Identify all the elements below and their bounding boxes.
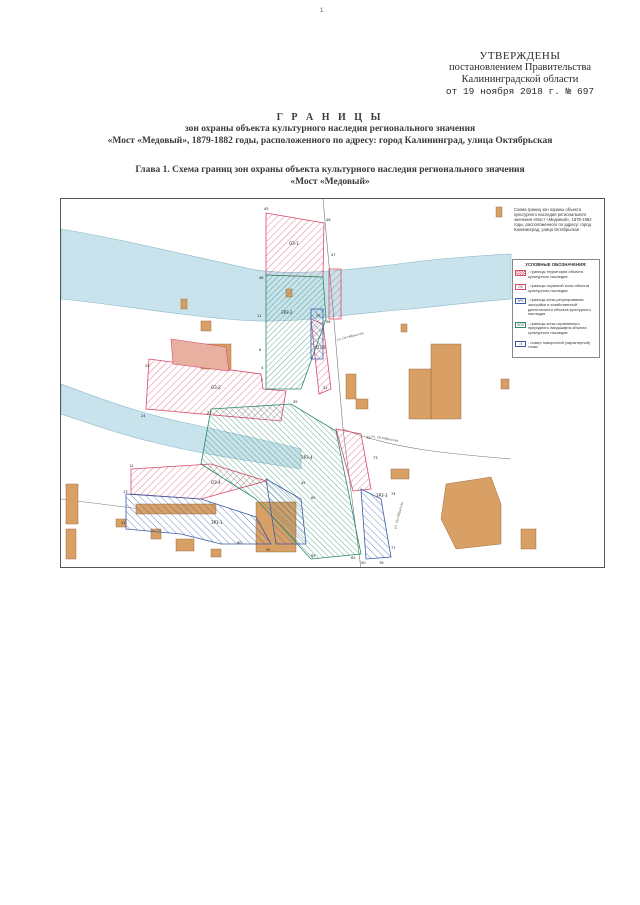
svg-text:77: 77 — [391, 546, 396, 550]
title-line-2: «Мост «Медовый», 1879-1882 годы, расположенного по адресу: город Калининград, улица Октябрьская — [107, 136, 553, 146]
svg-text:4: 4 — [261, 366, 264, 370]
label-zrz-1: ЗРЗ-1 — [211, 520, 223, 525]
label-oz-3: ОЗ-3 — [316, 345, 326, 350]
title-line-1: зон охраны объекта культурного наследия регионального значения — [184, 124, 476, 134]
chapter-heading — [60, 164, 600, 188]
legend-swatch-zol: ЗОЛ — [515, 322, 526, 328]
svg-text:62: 62 — [351, 556, 356, 560]
svg-text:59: 59 — [266, 548, 271, 552]
legend-swatch-zrz: ЗРЗ — [515, 298, 526, 304]
approval-line-2: Калининградской области — [461, 74, 579, 85]
svg-text:65: 65 — [311, 496, 316, 500]
svg-text:35: 35 — [293, 400, 298, 404]
legend-item — [515, 270, 597, 279]
legend-text: - границы зоны охраняемого природного ландшафта объекта культурного наследия — [528, 320, 587, 335]
svg-text:12: 12 — [129, 464, 134, 468]
label-zrz-3: ЗРЗ-3 — [376, 493, 388, 498]
svg-text:31: 31 — [323, 386, 328, 390]
svg-text:25: 25 — [145, 364, 150, 368]
chapter-line-1: Глава 1. Схема границ зон охраны объекта культурного наследия регионального значения — [135, 165, 525, 175]
legend-text: - границы охранной зоны объекта культурного наследия — [528, 283, 590, 293]
svg-text:46: 46 — [326, 218, 331, 222]
svg-text:11: 11 — [121, 521, 126, 525]
legend-swatch-point: - 5 — [515, 341, 526, 347]
svg-text:8: 8 — [259, 348, 262, 352]
zone-zrz-3 — [361, 489, 391, 559]
svg-text:35: 35 — [301, 481, 306, 485]
svg-text:21: 21 — [207, 411, 212, 415]
svg-text:76: 76 — [379, 561, 384, 565]
svg-text:48: 48 — [259, 276, 264, 280]
svg-text:24: 24 — [141, 414, 146, 418]
legend-item — [515, 284, 597, 293]
label-oz-4: ОЗ-4 — [211, 480, 221, 485]
approval-date: от 19 ноября 2018 г. № 697 — [445, 86, 595, 97]
zone-zrz-1 — [126, 494, 271, 544]
legend-text: - границы территории объекта культурного наследия — [528, 269, 583, 279]
legend-item — [515, 341, 597, 350]
label-oz-1: ОЗ-1 — [289, 241, 299, 246]
svg-text:47: 47 — [331, 253, 336, 257]
road-east — [343, 429, 511, 459]
svg-text:72: 72 — [366, 436, 371, 440]
document-title — [60, 112, 600, 147]
svg-text:60: 60 — [237, 541, 242, 545]
label-oz-2: ОЗ-2 — [211, 385, 221, 390]
label-zrz-4: ЗРЗ-4 — [301, 455, 313, 460]
street-label-1: ул. Октябрьская — [336, 330, 364, 342]
svg-text:65: 65 — [311, 554, 316, 558]
svg-text:13: 13 — [123, 490, 128, 494]
legend-swatch-territory — [515, 270, 526, 276]
legend-box — [512, 259, 600, 358]
legend-item — [515, 298, 597, 316]
legend-text: - границы зоны регулирования застройки и хозяйственной деятельности объекта культурного наследия — [528, 297, 591, 317]
legend-item — [515, 322, 597, 336]
map-caption: Схема границ зон охраны объекта культурного наследия регионального значения «Мост «Медовый», 1879-1882 годы, расположенного по адресу: город Калининград, улица Октябрьская — [514, 207, 592, 232]
approval-block — [430, 50, 610, 98]
title-heading: Г Р А Н И Ц Ы — [276, 112, 384, 123]
svg-text:29: 29 — [316, 314, 321, 318]
svg-text:45: 45 — [264, 207, 269, 211]
label-zrz-2: ЗРЗ-2 — [281, 310, 293, 315]
svg-text:73: 73 — [373, 456, 378, 460]
legend-text: - номер поворотной (характерной) точки — [528, 339, 591, 350]
svg-text:50: 50 — [361, 561, 366, 565]
legend-swatch-oz: ОЗ — [515, 284, 526, 290]
svg-text:74: 74 — [391, 492, 396, 496]
svg-text:2: 2 — [261, 378, 264, 382]
approval-heading: УТВЕРЖДЕНЫ — [479, 50, 561, 62]
legend-heading: УСЛОВНЫЕ ОБОЗНАЧЕНИЯ: — [525, 262, 587, 267]
street-label-3: ул. Октябрьская — [393, 501, 405, 530]
zone-bridge — [329, 269, 341, 319]
svg-text:11: 11 — [257, 314, 262, 318]
chapter-line-2: «Мост «Медовый» — [290, 177, 370, 187]
street-label-2: ул. Октябрьская — [370, 434, 399, 443]
approval-line-1: постановлением Правительства — [448, 62, 591, 73]
svg-text:56: 56 — [326, 320, 331, 324]
map-legend — [512, 207, 600, 358]
page-mark: 1 — [320, 8, 324, 14]
